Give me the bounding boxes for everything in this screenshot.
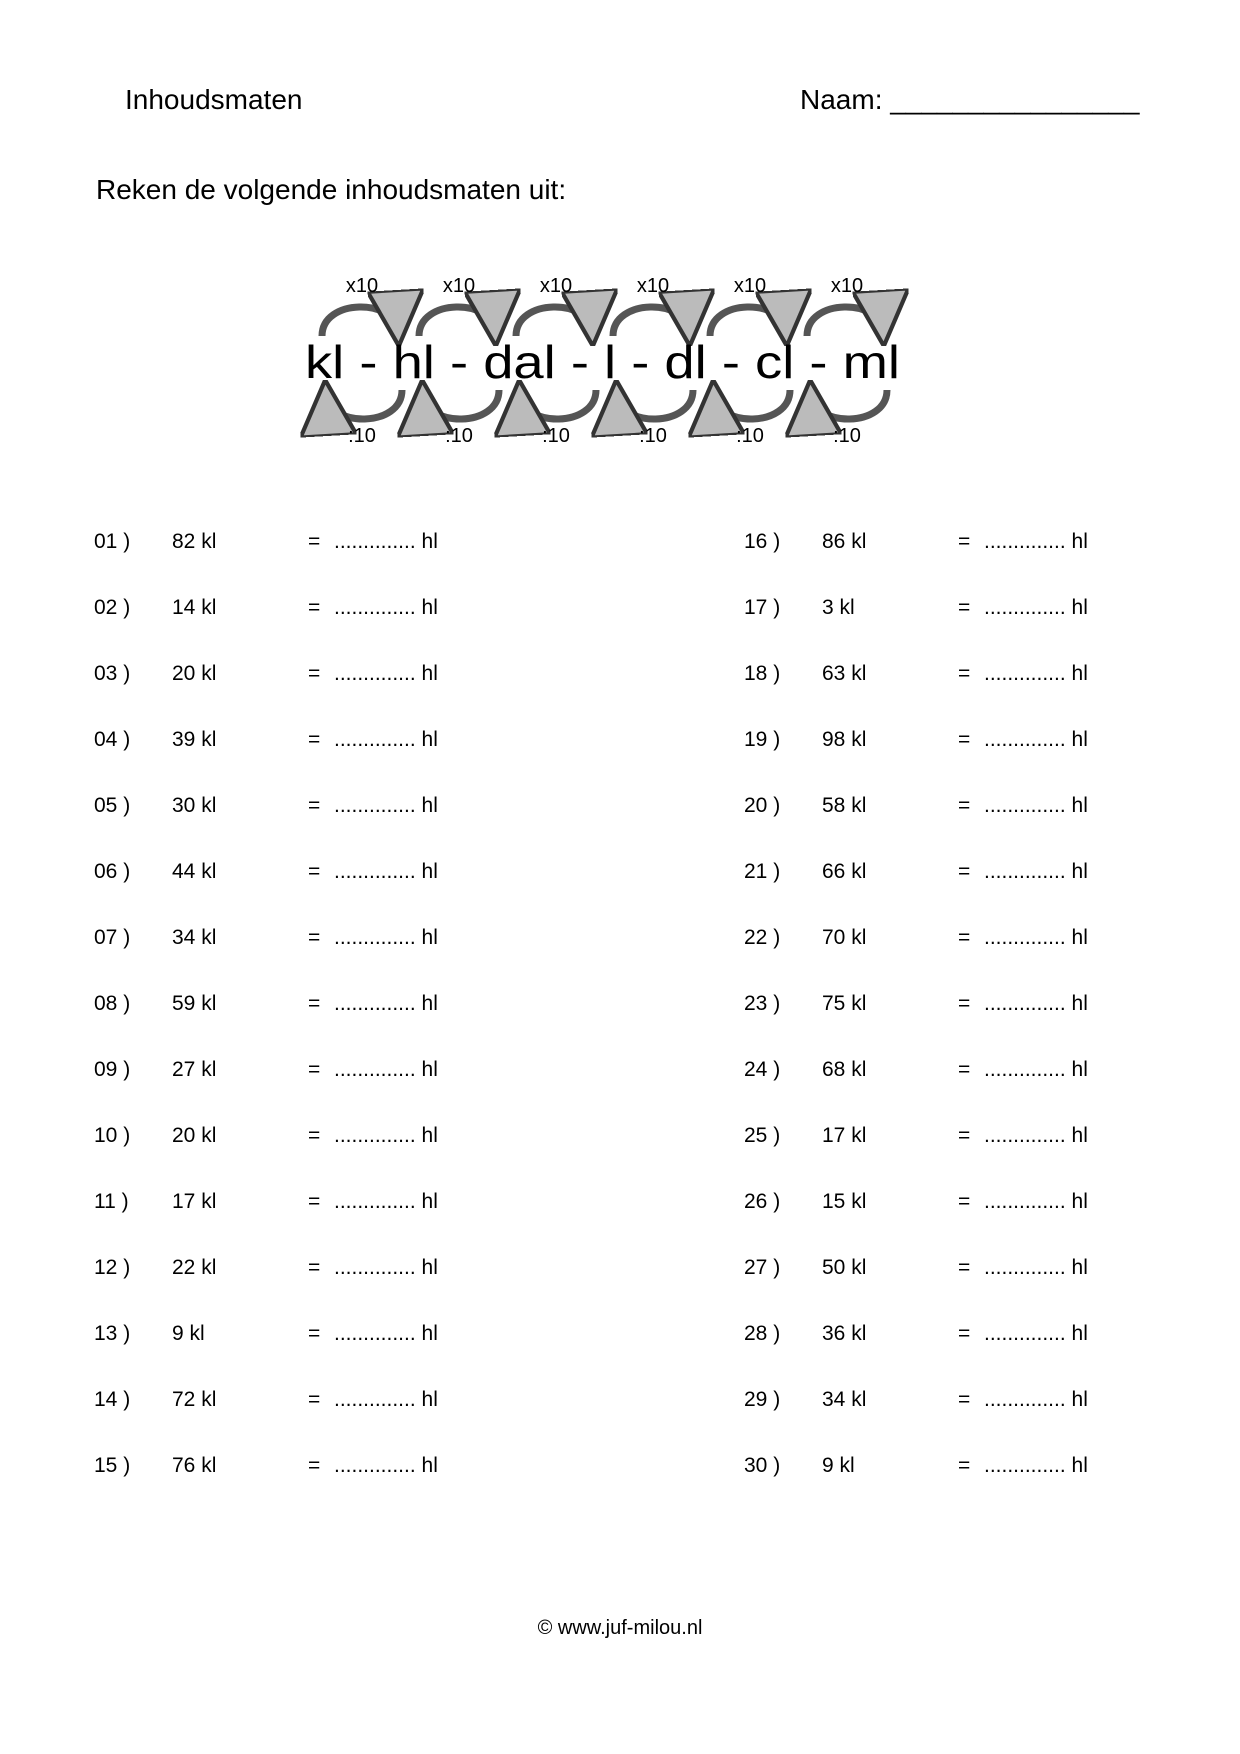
answer-blank[interactable]: .............. hl <box>334 860 438 883</box>
answer-blank[interactable]: .............. hl <box>334 1124 438 1147</box>
equals-sign: = <box>958 860 971 883</box>
exercise-number: 02 ) <box>94 596 131 619</box>
given-quantity: 59 kl <box>172 992 217 1015</box>
exercise-number: 03 ) <box>94 662 131 685</box>
unit-conversion-diagram <box>300 270 920 450</box>
page-title: Inhoudsmaten <box>125 84 303 115</box>
exercise-number: 15 ) <box>94 1454 131 1477</box>
exercise-number: 24 ) <box>744 1058 781 1081</box>
answer-blank[interactable]: .............. hl <box>334 1454 438 1477</box>
equals-sign: = <box>958 662 971 685</box>
divide-label: :10 <box>736 425 764 447</box>
answer-blank[interactable]: .............. hl <box>334 596 438 619</box>
divide-arrow <box>520 390 596 419</box>
divide-label: :10 <box>639 425 667 447</box>
given-quantity: 17 kl <box>822 1124 867 1147</box>
divide-arrows <box>326 390 887 419</box>
equals-sign: = <box>308 1190 321 1213</box>
answer-blank[interactable]: .............. hl <box>334 992 438 1015</box>
given-quantity: 98 kl <box>822 728 867 751</box>
divide-arrow <box>811 390 887 419</box>
given-quantity: 9 kl <box>172 1322 205 1345</box>
exercise-number: 29 ) <box>744 1388 781 1411</box>
divide-label: :10 <box>542 425 570 447</box>
given-quantity: 22 kl <box>172 1256 217 1279</box>
divide-label: :10 <box>348 425 376 447</box>
answer-blank[interactable]: .............. hl <box>984 1190 1088 1213</box>
equals-sign: = <box>308 596 321 619</box>
exercise-number: 04 ) <box>94 728 131 751</box>
given-quantity: 30 kl <box>172 794 217 817</box>
equals-sign: = <box>958 1454 971 1477</box>
exercise-number: 21 ) <box>744 860 781 883</box>
given-quantity: 72 kl <box>172 1388 217 1411</box>
answer-blank[interactable]: .............. hl <box>984 1058 1088 1081</box>
equals-sign: = <box>308 1256 321 1279</box>
divide-label: :10 <box>833 425 861 447</box>
exercise-number: 22 ) <box>744 926 781 949</box>
answer-blank[interactable]: .............. hl <box>984 530 1088 553</box>
equals-sign: = <box>958 1256 971 1279</box>
given-quantity: 39 kl <box>172 728 217 751</box>
equals-sign: = <box>958 926 971 949</box>
given-quantity: 20 kl <box>172 662 217 685</box>
given-quantity: 34 kl <box>172 926 217 949</box>
exercise-number: 14 ) <box>94 1388 131 1411</box>
exercise-number: 23 ) <box>744 992 781 1015</box>
given-quantity: 63 kl <box>822 662 867 685</box>
exercise-number: 09 ) <box>94 1058 131 1081</box>
answer-blank[interactable]: .............. hl <box>984 1322 1088 1345</box>
exercise-number: 28 ) <box>744 1322 781 1345</box>
answer-blank[interactable]: .............. hl <box>334 794 438 817</box>
equals-sign: = <box>958 992 971 1015</box>
multiply-arrow <box>807 307 883 336</box>
equals-sign: = <box>308 1388 321 1411</box>
equals-sign: = <box>308 1322 321 1345</box>
exercise-number: 26 ) <box>744 1190 781 1213</box>
answer-blank[interactable]: .............. hl <box>984 794 1088 817</box>
multiply-arrow <box>613 307 689 336</box>
answer-blank[interactable]: .............. hl <box>984 596 1088 619</box>
multiply-arrow <box>322 307 398 336</box>
multiply-arrow <box>710 307 786 336</box>
given-quantity: 86 kl <box>822 530 867 553</box>
equals-sign: = <box>308 1058 321 1081</box>
answer-blank[interactable]: .............. hl <box>334 728 438 751</box>
exercise-number: 18 ) <box>744 662 781 685</box>
answer-blank[interactable]: .............. hl <box>334 530 438 553</box>
equals-sign: = <box>958 1322 971 1345</box>
exercise-number: 10 ) <box>94 1124 131 1147</box>
answer-blank[interactable]: .............. hl <box>334 1256 438 1279</box>
divide-labels <box>348 425 861 447</box>
answer-blank[interactable]: .............. hl <box>334 1058 438 1081</box>
exercise-number: 13 ) <box>94 1322 131 1345</box>
answer-blank[interactable]: .............. hl <box>334 1190 438 1213</box>
equals-sign: = <box>308 530 321 553</box>
answer-blank[interactable]: .............. hl <box>984 1124 1088 1147</box>
exercise-number: 30 ) <box>744 1454 781 1477</box>
equals-sign: = <box>308 662 321 685</box>
exercise-number: 27 ) <box>744 1256 781 1279</box>
exercise-number: 25 ) <box>744 1124 781 1147</box>
given-quantity: 66 kl <box>822 860 867 883</box>
equals-sign: = <box>308 992 321 1015</box>
divide-arrow <box>326 390 402 419</box>
equals-sign: = <box>308 1124 321 1147</box>
multiply-label: x10 <box>442 275 476 297</box>
given-quantity: 34 kl <box>822 1388 867 1411</box>
divide-arrow <box>617 390 693 419</box>
equals-sign: = <box>958 1190 971 1213</box>
equals-sign: = <box>308 860 321 883</box>
given-quantity: 20 kl <box>172 1124 217 1147</box>
equals-sign: = <box>958 728 971 751</box>
equals-sign: = <box>958 794 971 817</box>
multiply-label: x10 <box>539 275 573 297</box>
equals-sign: = <box>958 530 971 553</box>
unit-sequence: kl - hl - dal - l - dl - cl - ml <box>305 336 900 388</box>
multiply-arrow <box>419 307 495 336</box>
equals-sign: = <box>958 1124 971 1147</box>
answer-blank[interactable]: .............. hl <box>334 662 438 685</box>
given-quantity: 76 kl <box>172 1454 217 1477</box>
multiply-arrow <box>516 307 592 336</box>
divide-arrow <box>423 390 499 419</box>
exercise-number: 06 ) <box>94 860 131 883</box>
answer-blank[interactable]: .............. hl <box>984 1454 1088 1477</box>
answer-blank[interactable]: .............. hl <box>984 992 1088 1015</box>
multiply-arrows <box>322 307 883 336</box>
given-quantity: 9 kl <box>822 1454 855 1477</box>
exercise-number: 20 ) <box>744 794 781 817</box>
exercise-number: 17 ) <box>744 596 781 619</box>
equals-sign: = <box>958 1388 971 1411</box>
answer-blank[interactable]: .............. hl <box>984 1256 1088 1279</box>
given-quantity: 75 kl <box>822 992 867 1015</box>
exercise-number: 16 ) <box>744 530 781 553</box>
given-quantity: 27 kl <box>172 1058 217 1081</box>
exercise-number: 05 ) <box>94 794 131 817</box>
equals-sign: = <box>308 1454 321 1477</box>
answer-blank[interactable]: .............. hl <box>334 1322 438 1345</box>
multiply-labels <box>346 275 863 297</box>
answer-blank[interactable]: .............. hl <box>984 728 1088 751</box>
copyright-footer: © www.juf-milou.nl <box>537 1617 703 1639</box>
multiply-label: x10 <box>345 275 379 297</box>
exercise-number: 11 ) <box>94 1190 129 1213</box>
answer-blank[interactable]: .............. hl <box>334 926 438 949</box>
equals-sign: = <box>308 926 321 949</box>
answer-blank[interactable]: .............. hl <box>984 926 1088 949</box>
divide-label: :10 <box>445 425 473 447</box>
exercise-number: 01 ) <box>94 530 131 553</box>
given-quantity: 44 kl <box>172 860 217 883</box>
answer-blank[interactable]: .............. hl <box>984 1388 1088 1411</box>
given-quantity: 17 kl <box>172 1190 217 1213</box>
multiply-label: x10 <box>636 275 670 297</box>
instruction-text: Reken de volgende inhoudsmaten uit: <box>96 174 567 205</box>
equals-sign: = <box>308 794 321 817</box>
exercise-number: 08 ) <box>94 992 131 1015</box>
exercise-number: 07 ) <box>94 926 131 949</box>
given-quantity: 58 kl <box>822 794 867 817</box>
given-quantity: 36 kl <box>822 1322 867 1345</box>
multiply-label: x10 <box>830 275 864 297</box>
exercise-number: 19 ) <box>744 728 781 751</box>
given-quantity: 50 kl <box>822 1256 867 1279</box>
given-quantity: 68 kl <box>822 1058 867 1081</box>
answer-blank[interactable]: .............. hl <box>984 860 1088 883</box>
equals-sign: = <box>308 728 321 751</box>
multiply-label: x10 <box>733 275 767 297</box>
given-quantity: 70 kl <box>822 926 867 949</box>
given-quantity: 15 kl <box>822 1190 867 1213</box>
given-quantity: 82 kl <box>172 530 217 553</box>
given-quantity: 3 kl <box>822 596 855 619</box>
divide-arrow <box>714 390 790 419</box>
answer-blank[interactable]: .............. hl <box>984 662 1088 685</box>
exercise-number: 12 ) <box>94 1256 131 1279</box>
given-quantity: 14 kl <box>172 596 217 619</box>
answer-blank[interactable]: .............. hl <box>334 1388 438 1411</box>
equals-sign: = <box>958 1058 971 1081</box>
name-field-label: Naam: ________________ <box>800 84 1140 115</box>
equals-sign: = <box>958 596 971 619</box>
